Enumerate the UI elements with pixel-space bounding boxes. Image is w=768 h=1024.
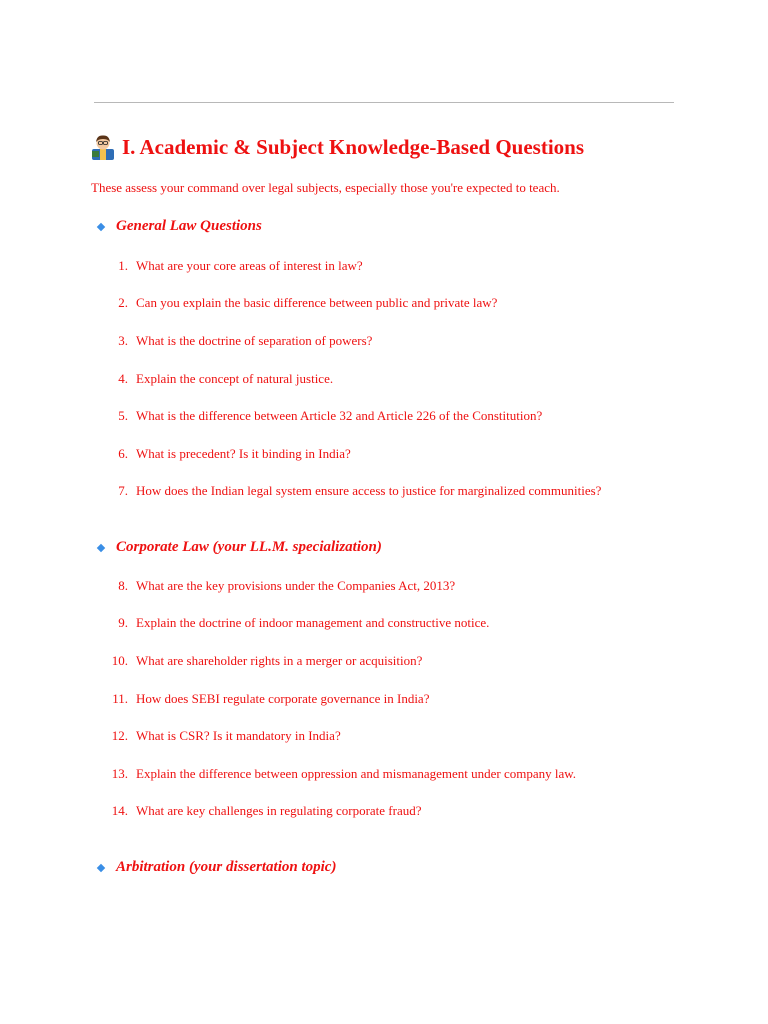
section-heading-arbitration: [96, 859, 336, 876]
diamond-bullet-icon: [97, 863, 105, 871]
item-number: 7.: [118, 483, 128, 498]
item-text: Can you explain the basic difference between public and private law?: [136, 295, 498, 310]
list-item: [111, 766, 577, 782]
page-title-text: I. Academic & Subject Knowledge-Based Questions: [122, 134, 584, 159]
list-item: [111, 653, 423, 669]
diamond-bullet-icon: [97, 222, 105, 230]
list-item: [112, 691, 430, 707]
item-number: 10.: [111, 653, 128, 668]
intro-text: These assess your command over legal subjects, especially those you're expected to teach.: [91, 180, 560, 195]
page-title: [91, 134, 584, 160]
section-heading-corporate-law: [96, 539, 382, 556]
item-text: What is the difference between Article 32 and Article 226 of the Constitution?: [136, 408, 543, 423]
item-text: What are your core areas of interest in law?: [136, 258, 363, 273]
list-item: [118, 578, 456, 594]
section-heading-text: Arbitration (your dissertation topic): [116, 859, 337, 875]
list-item: [118, 446, 351, 462]
item-text: How does the Indian legal system ensure access to justice for marginalized communities?: [136, 483, 602, 498]
item-number: 6.: [118, 446, 128, 461]
list-item: [111, 803, 422, 819]
item-number: 1.: [118, 258, 128, 273]
section-heading-general-law: [96, 218, 262, 235]
section-heading-text: Corporate Law (your LL.M. specialization): [116, 539, 382, 555]
diamond-bullet-icon: [97, 543, 105, 551]
list-item: [111, 728, 341, 744]
item-text: Explain the concept of natural justice.: [136, 371, 334, 386]
item-number: 9.: [118, 615, 128, 630]
item-text: What is CSR? Is it mandatory in India?: [136, 728, 341, 743]
item-text: Explain the doctrine of indoor management and constructive notice.: [136, 615, 490, 630]
list-item: [118, 295, 498, 311]
teacher-icon: [91, 134, 115, 160]
horizontal-rule: [94, 102, 674, 103]
item-number: 14.: [111, 803, 128, 818]
item-text: What are shareholder rights in a merger or acquisition?: [136, 653, 423, 668]
item-number: 2.: [118, 295, 128, 310]
item-text: What is precedent? Is it binding in India?: [136, 446, 351, 461]
item-text: What are the key provisions under the Companies Act, 2013?: [136, 578, 456, 593]
section-heading-text: General Law Questions: [116, 218, 262, 234]
item-number: 11.: [112, 691, 128, 706]
list-item: [118, 371, 334, 387]
list-item: [118, 333, 373, 349]
item-text: What is the doctrine of separation of powers?: [136, 333, 373, 348]
item-text: How does SEBI regulate corporate governance in India?: [136, 691, 430, 706]
list-item: [118, 258, 363, 274]
item-number: 3.: [118, 333, 128, 348]
item-number: 5.: [118, 408, 128, 423]
list-item: [118, 615, 490, 631]
item-number: 8.: [118, 578, 128, 593]
item-number: 4.: [118, 371, 128, 386]
list-item: [118, 483, 602, 499]
list-item: [118, 408, 543, 424]
item-text: What are key challenges in regulating corporate fraud?: [136, 803, 422, 818]
item-text: Explain the difference between oppression and mismanagement under company law.: [136, 766, 577, 781]
item-number: 12.: [111, 728, 128, 743]
item-number: 13.: [111, 766, 128, 781]
